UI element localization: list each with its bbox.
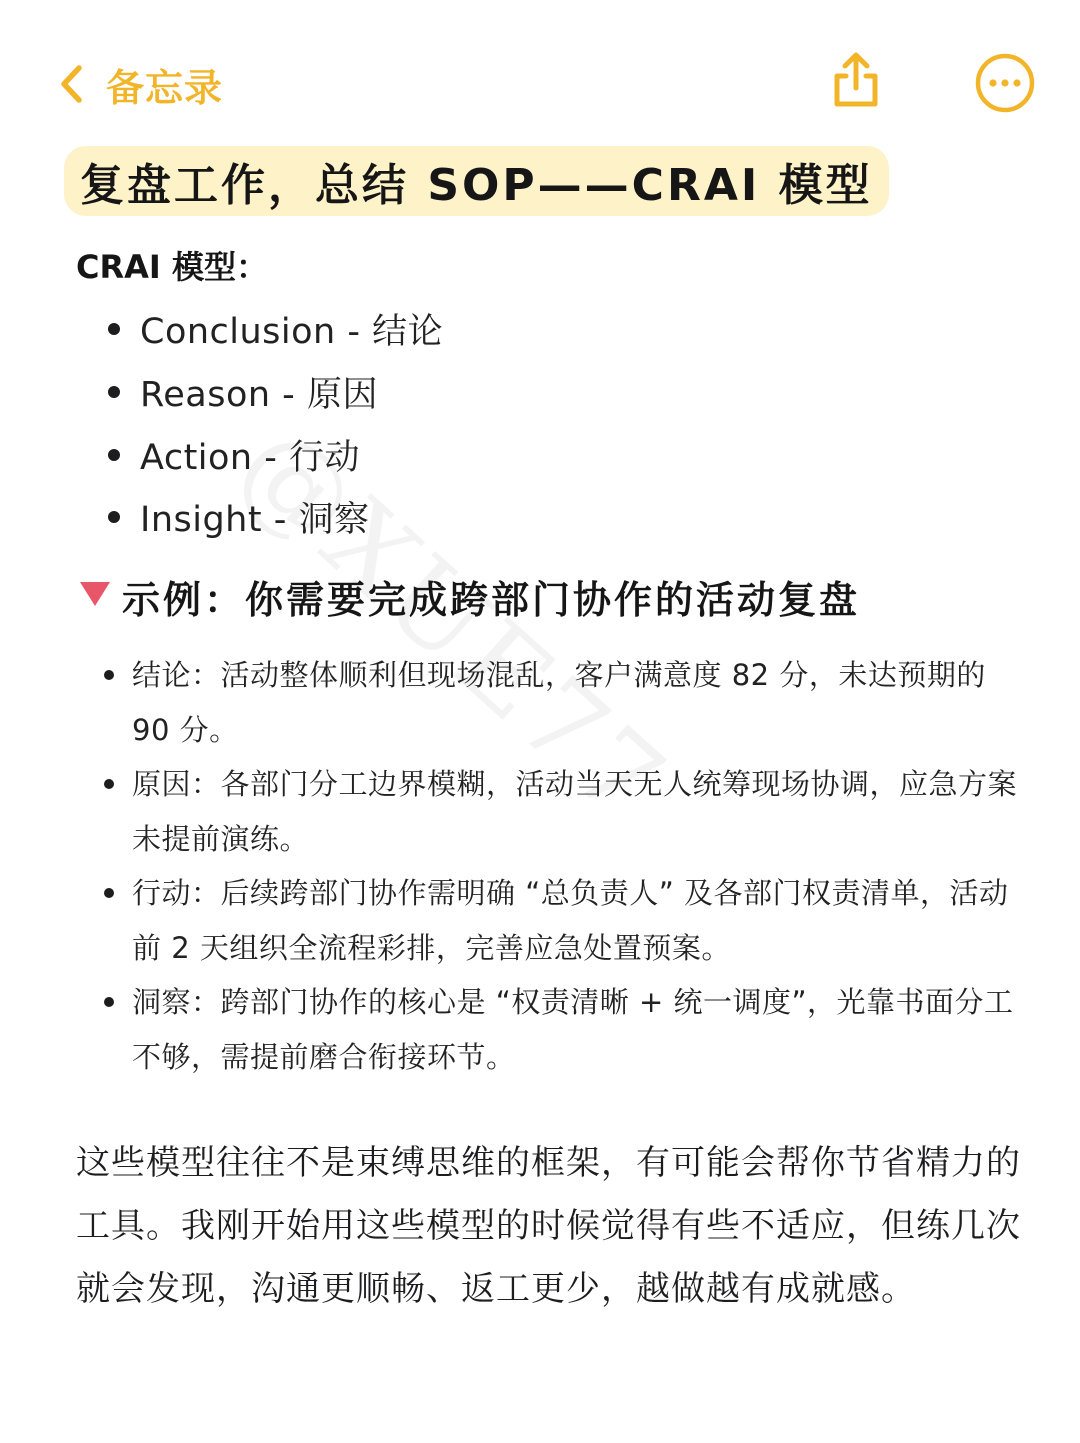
list-item: [102, 757, 1022, 866]
back-label: 备忘录: [106, 65, 224, 110]
example-heading-text: 示例：你需要完成跨部门协作的活动复盘: [122, 577, 861, 622]
note-title: 复盘工作，总结 SOP——CRAI 模型: [80, 160, 873, 211]
disclosure-triangle-icon: [80, 582, 110, 606]
list-item: [102, 975, 1022, 1084]
list-item-text: 原因：各部门分工边界模糊，活动当天无人统筹现场协调，应急方案未提前演练。: [132, 767, 1018, 856]
bullet-icon: [108, 386, 120, 398]
bullet-icon: [104, 888, 114, 898]
list-item: [104, 361, 443, 424]
title-highlight: [64, 146, 889, 216]
list-item: [104, 486, 443, 549]
list-item-text: 行动：后续跨部门协作需明确 “总负责人” 及各部门权责清单，活动前 2 天组织全流程彩排，完善应急处置预案。: [132, 876, 1009, 965]
top-nav-bar: [0, 0, 1080, 150]
list-item: [102, 648, 1022, 757]
ellipsis-circle-icon: [974, 52, 1036, 114]
share-button[interactable]: [826, 50, 886, 110]
bullet-icon: [108, 511, 120, 523]
bullet-icon: [108, 449, 120, 461]
model-list: [104, 298, 443, 549]
list-item: [104, 423, 443, 486]
back-button[interactable]: [58, 58, 223, 110]
bullet-icon: [104, 670, 114, 680]
bullet-icon: [104, 779, 114, 789]
list-item: [104, 298, 443, 361]
list-item-text: Action - 行动: [140, 437, 360, 478]
chevron-left-icon: [58, 64, 84, 104]
model-heading: CRAI 模型：: [76, 248, 268, 286]
list-item-text: Conclusion - 结论: [140, 312, 444, 353]
example-list: [102, 648, 1022, 1084]
list-item-text: Reason - 原因: [140, 375, 378, 416]
bullet-icon: [104, 997, 114, 1007]
more-options-button[interactable]: [974, 52, 1036, 114]
list-item-text: 洞察：跨部门协作的核心是 “权责清晰 + 统一调度”，光靠书面分工不够，需提前磨合衔接环节。: [132, 985, 1014, 1074]
bullet-icon: [108, 323, 120, 335]
list-item-text: 结论：活动整体顺利但现场混乱，客户满意度 82 分，未达预期的 90 分。: [132, 658, 986, 747]
list-item-text: Insight - 洞察: [140, 500, 370, 541]
closing-paragraph: 这些模型往往不是束缚思维的框架，有可能会帮你节省精力的工具。我刚开始用这些模型的时候觉得有些不适应，但练几次就会发现，沟通更顺畅、返工更少，越做越有成就感。: [76, 1143, 1021, 1309]
share-icon: [826, 50, 886, 110]
list-item: [102, 866, 1022, 975]
example-toggle-heading[interactable]: [80, 570, 860, 622]
